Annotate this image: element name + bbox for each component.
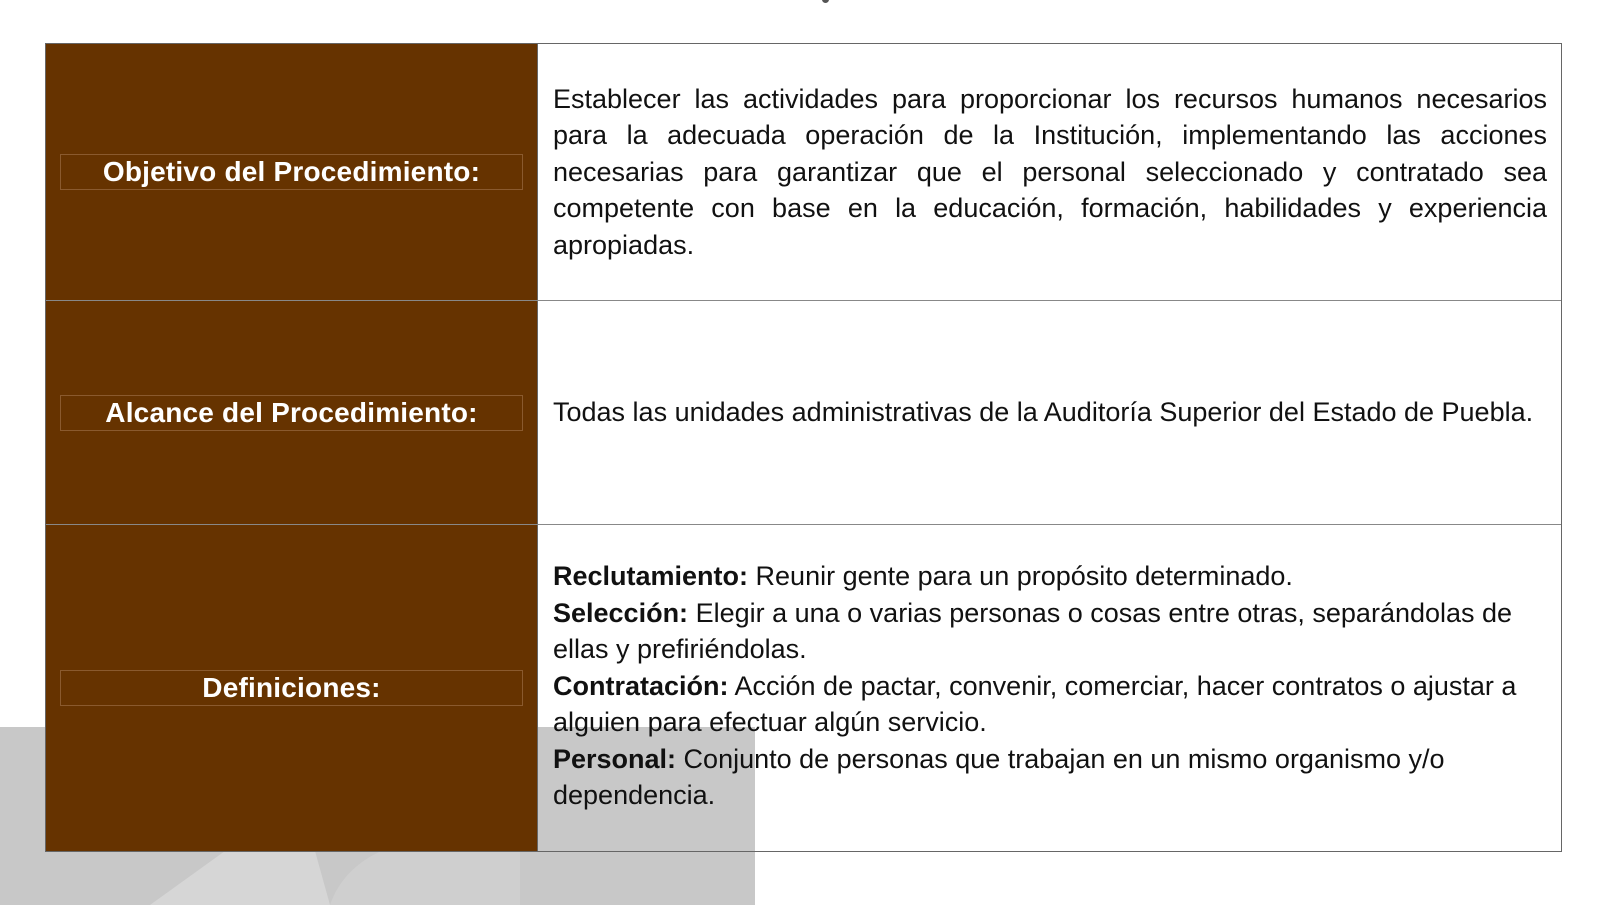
- definition-item: [553, 595, 1547, 668]
- table-row-objective: [46, 44, 1561, 301]
- definition-text: Reunir gente para un propósito determinado.: [748, 561, 1293, 591]
- content-cell-scope: [537, 301, 1561, 524]
- definitions-list: [553, 558, 1547, 814]
- definition-text: Elegir a una o varias personas o cosas entre otras, separándolas de ellas y prefiriéndolas.: [553, 597, 1513, 664]
- table-row-definitions: [46, 525, 1561, 851]
- row-label: Alcance del Procedimiento:: [105, 396, 478, 428]
- definition-term: Personal:: [553, 743, 677, 774]
- content-cell-objective: [537, 44, 1561, 300]
- definition-item: [553, 741, 1547, 814]
- row-label: Objetivo del Procedimiento:: [102, 156, 481, 187]
- definition-item: [553, 668, 1547, 741]
- label-cell-definitions: [46, 525, 537, 851]
- definition-term: Contratación:: [553, 670, 729, 701]
- objective-text: Establecer las actividades para proporcionar los recursos humanos necesarios para la adecuada operación de la Institución, implementando las acciones necesarias para garantizar que el personal seleccionado y contratado sea competente con base en la educación, formación, habilidades y experiencia apropiadas.: [553, 83, 1547, 260]
- definition-term: Reclutamiento:: [553, 561, 749, 591]
- procedure-info-table: [45, 43, 1562, 852]
- row-label: Definiciones:: [202, 672, 381, 703]
- content-cell-definitions: [537, 525, 1561, 851]
- definition-item: [553, 558, 1547, 595]
- table-row-scope: [46, 301, 1561, 525]
- definition-text: Conjunto de personas que trabajan en un mismo organismo y/o dependencia.: [553, 743, 1445, 810]
- definition-text: Acción de pactar, convenir, comerciar, hacer contratos o ajustar a alguien para efectuar algún servicio.: [553, 670, 1517, 737]
- label-cell-scope: [46, 301, 537, 524]
- definition-term: Selección:: [553, 597, 689, 628]
- label-cell-objective: [46, 44, 537, 300]
- page-top-mark: [822, 0, 829, 3]
- scope-text: Todas las unidades administrativas de la Auditoría Superior del Estado de Puebla.: [553, 397, 1534, 428]
